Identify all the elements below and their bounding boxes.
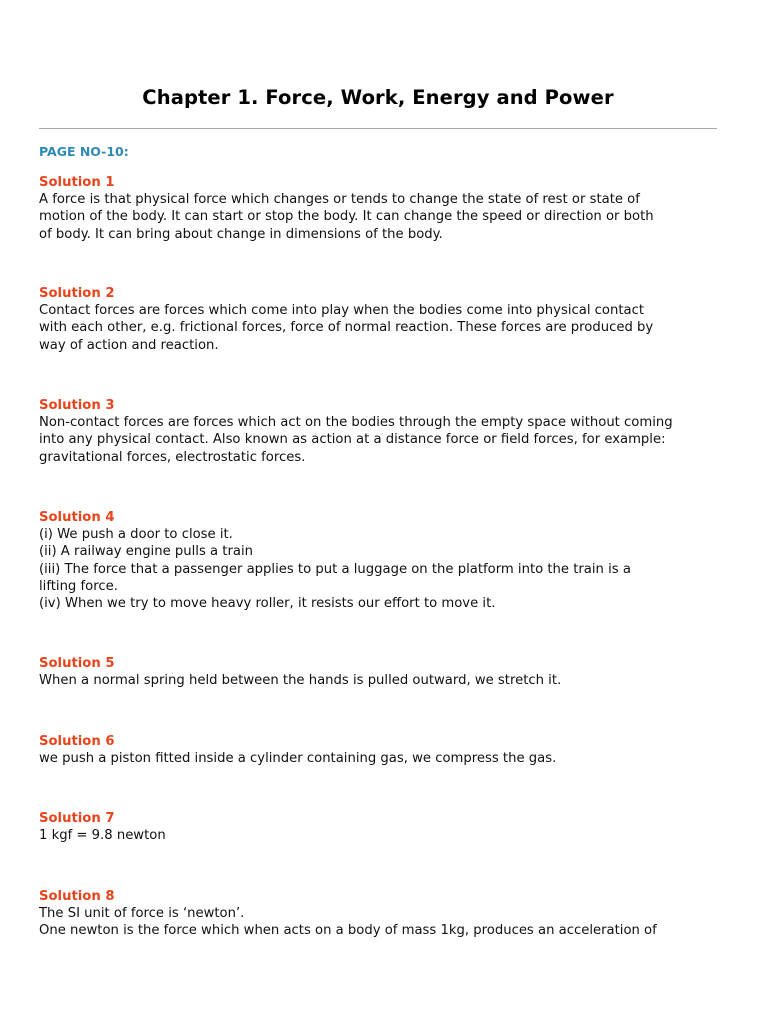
solution-text-line: (i) We push a door to close it.: [39, 527, 233, 543]
solution-text-line: (iii) The force that a passenger applies to put a luggage on the platform into the train is a: [39, 561, 631, 577]
solution-text-line: Contact forces are forces which come into play when the bodies come into physical contact: [39, 303, 645, 319]
solution-text-line: One newton is the force which when acts on a body of mass 1kg, produces an acceleration of: [39, 923, 657, 939]
solution-text-line: (ii) A railway engine pulls a train: [39, 544, 253, 560]
solution-block-8: [39, 888, 729, 940]
solution-text-line: way of action and reaction.: [39, 337, 219, 353]
solution-text-line: A force is that physical force which changes or tends to change the state of rest or state of: [39, 192, 640, 208]
solution-heading: Solution 2: [39, 286, 115, 301]
solution-text-line: of body. It can bring about change in dimensions of the body.: [39, 226, 443, 242]
solution-heading: Solution 8: [39, 889, 115, 904]
solution-text-line: lifting force.: [39, 578, 118, 594]
solution-text-line: 1 kgf = 9.8 newton: [39, 828, 166, 844]
title-divider: [39, 128, 717, 129]
solution-heading: Solution 3: [39, 398, 115, 413]
solution-text-line: with each other, e.g. frictional forces, force of normal reaction. These forces are produced by: [39, 320, 654, 336]
solution-block-2: [39, 285, 729, 354]
solution-block-7: [39, 810, 729, 844]
solution-text-line: The SI unit of force is ‘newton’.: [39, 906, 245, 922]
solution-text-line: (iv) When we try to move heavy roller, it resists our effort to move it.: [39, 596, 496, 612]
solution-text-line: When a normal spring held between the hands is pulled outward, we stretch it.: [39, 673, 562, 689]
solution-heading: Solution 5: [39, 656, 115, 671]
solution-heading: Solution 7: [39, 811, 115, 826]
solution-heading: Solution 1: [39, 175, 115, 190]
page-number-label: PAGE NO-10:: [39, 144, 129, 159]
solution-heading: Solution 4: [39, 510, 115, 525]
solution-block-3: [39, 397, 729, 466]
solution-block-4: [39, 509, 729, 612]
solution-heading: Solution 6: [39, 734, 115, 749]
solution-text-line: motion of the body. It can start or stop the body. It can change the speed or direction or both: [39, 209, 654, 225]
solution-block-5: [39, 655, 729, 689]
solution-text-line: gravitational forces, electrostatic forces.: [39, 449, 306, 465]
solution-block-6: [39, 733, 729, 767]
solution-text-line: into any physical contact. Also known as action at a distance force or field forces, for example:: [39, 432, 666, 448]
solution-text-line: we push a piston fitted inside a cylinder containing gas, we compress the gas.: [39, 751, 557, 767]
chapter-title: Chapter 1. Force, Work, Energy and Power: [142, 86, 614, 109]
solution-text-line: Non-contact forces are forces which act on the bodies through the empty space without coming: [39, 415, 673, 431]
solution-block-1: [39, 174, 729, 243]
